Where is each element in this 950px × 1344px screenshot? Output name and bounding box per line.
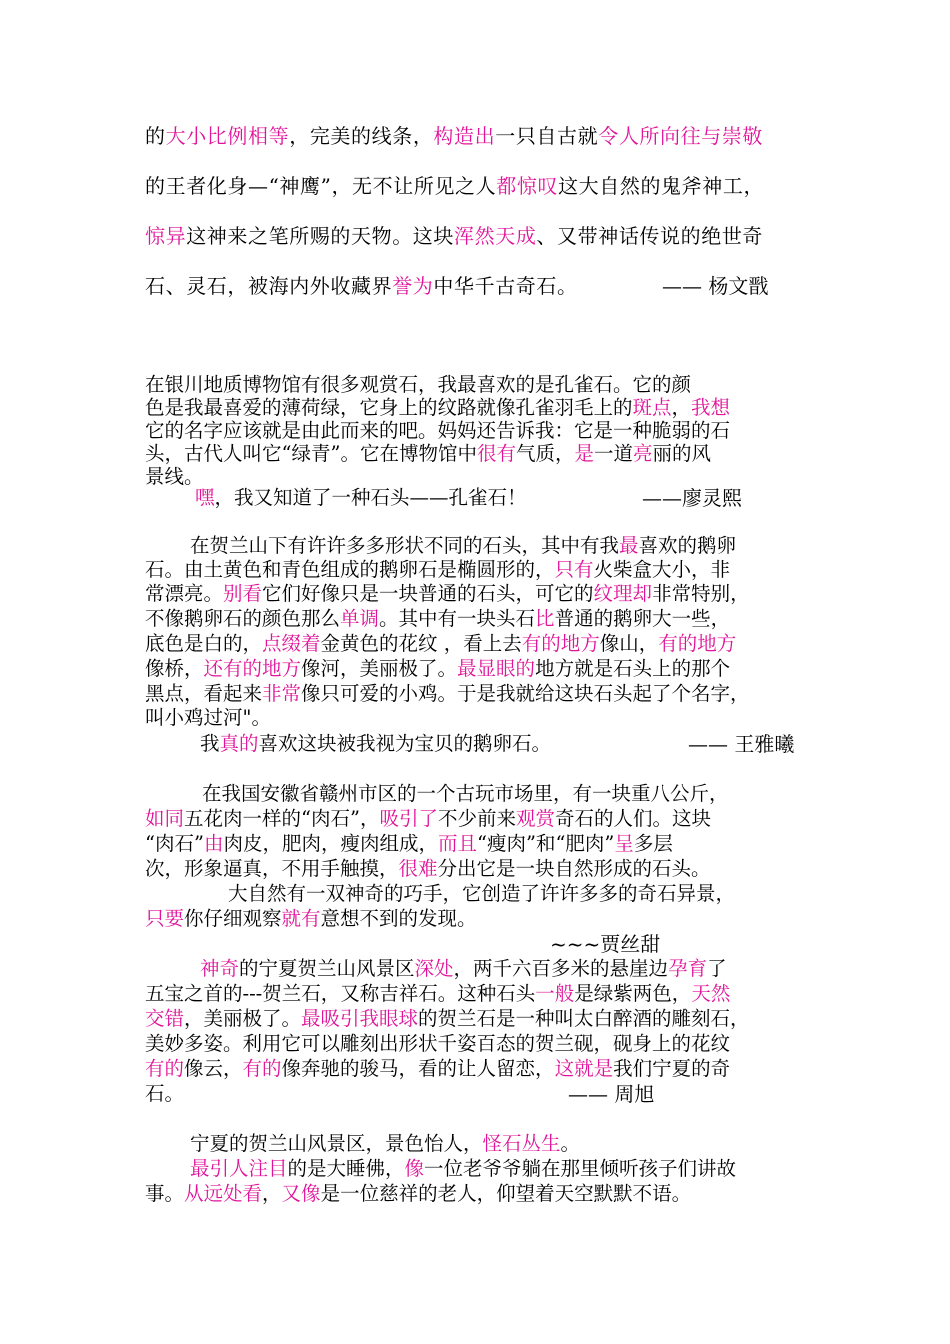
text-segment: 中华千古奇石。 — [433, 274, 578, 298]
author-signature: ——廖灵熙 — [642, 486, 742, 510]
paragraph-line — [145, 442, 711, 466]
highlighted-phrase: 亮 — [633, 442, 653, 465]
text-segment: “瘦肉”和“肥肉” — [477, 832, 615, 855]
author-signature: ~~~贾丝甜 — [550, 932, 661, 956]
paragraph-line — [145, 1182, 691, 1206]
text-segment: 景线。 — [145, 465, 204, 488]
text-segment: 的宁夏贺兰山风景区 — [239, 957, 415, 980]
highlighted-phrase: 最 — [619, 534, 639, 557]
highlighted-phrase: 都惊叹 — [496, 174, 559, 198]
highlighted-phrase: 只要 — [145, 907, 185, 930]
text-segment: “肉石” — [145, 832, 204, 855]
paragraph-line — [145, 558, 730, 582]
highlighted-phrase: 只有 — [554, 558, 594, 581]
text-segment: 喜欢这块被我视为宝贝的鹅卵石。 — [258, 732, 552, 755]
text-segment: 黑点，看起来 — [145, 682, 263, 705]
text-segment: 不像鹅卵石的颜色那么 — [145, 607, 341, 630]
paragraph-line — [145, 419, 730, 443]
text-segment: 一道 — [594, 442, 634, 465]
text-segment: 肉皮，肥肉，瘦肉组成， — [223, 832, 438, 855]
highlighted-phrase: 还有的地方 — [203, 657, 302, 680]
text-segment: 金黄色的花纹 ，看上去 — [320, 632, 522, 655]
text-segment: ，完美的线条， — [289, 124, 434, 148]
text-segment: 多层 — [633, 832, 673, 855]
text-segment: 、又带神话传说的绝世奇 — [536, 224, 764, 248]
highlighted-phrase: 构造出 — [433, 124, 496, 148]
text-segment: 石、灵石，被海内外收藏界 — [145, 274, 393, 298]
text-segment: 的王者化身—“神鹰”，无不让所见之人 — [145, 174, 497, 198]
paragraph-line — [195, 486, 527, 510]
highlighted-phrase: 最显眼的 — [457, 657, 536, 680]
highlighted-phrase: 点缀着 — [262, 632, 321, 655]
text-segment: 火柴盒大小，非 — [593, 558, 731, 581]
text-segment: 的是大睡佛， — [287, 1157, 405, 1180]
highlighted-phrase: 浑然天成 — [454, 224, 537, 248]
text-segment: 在银川地质博物馆有很多观赏石，我最喜欢的是孔雀石。它的颜 — [145, 373, 692, 396]
paragraph-line — [145, 124, 763, 148]
highlighted-phrase: 观赏 — [516, 807, 556, 830]
text-segment: 普通的鹅卵大一些， — [554, 607, 731, 630]
highlighted-phrase: 令人所向往与崇敬 — [598, 124, 764, 148]
text-segment: ，美丽极了。 — [184, 1007, 302, 1030]
text-segment: 非常特别， — [652, 582, 750, 605]
text-segment: ，两千六百多米的悬崖边 — [453, 957, 669, 980]
text-segment: 的 — [145, 124, 166, 148]
text-segment: ， — [671, 396, 692, 419]
text-segment: 常漂亮。 — [145, 582, 224, 605]
text-segment: 像山， — [599, 632, 659, 655]
highlighted-phrase: 有的地方 — [521, 632, 600, 655]
text-segment: 色是我最喜爱的薄荷绿，它身上的纹路就像孔雀羽毛上的 — [145, 396, 633, 419]
text-segment: 你仔细观察 — [184, 907, 282, 930]
paragraph-line — [145, 174, 764, 198]
highlighted-phrase: 大小比例相等 — [165, 124, 290, 148]
highlighted-phrase: 从远处看 — [184, 1182, 263, 1205]
text-segment: 叫小鸡过河"。 — [145, 706, 271, 729]
text-segment: 石。 — [145, 1082, 185, 1105]
text-segment: 喜欢的鹅卵 — [638, 534, 737, 557]
highlighted-phrase: 神奇 — [200, 957, 240, 980]
text-segment: 。其中有一块头石 — [379, 607, 536, 630]
highlighted-phrase: 别看 — [223, 582, 263, 605]
highlighted-phrase: 有的地方 — [658, 632, 737, 655]
text-segment: 像云， — [184, 1057, 243, 1080]
paragraph-line — [145, 224, 763, 248]
text-segment: 是一位慈祥的老人，仰望着天空默默不语。 — [320, 1182, 692, 1205]
text-segment: 大自然有一双神奇的巧手，它创造了许许多多的奇石异景， — [228, 882, 736, 905]
author-signature: —— 周旭 — [568, 1082, 655, 1106]
text-segment: 宁夏的贺兰山风景区，景色怡人， — [190, 1132, 483, 1155]
highlighted-phrase: 而且 — [437, 832, 477, 855]
paragraph-line — [145, 807, 711, 831]
highlighted-phrase: 惊异 — [145, 224, 187, 248]
text-segment: 我 — [200, 732, 220, 755]
paragraph-line — [145, 396, 730, 420]
highlighted-phrase: 如同 — [145, 807, 185, 830]
text-segment: 像桥， — [145, 657, 204, 680]
text-segment: 在贺兰山下有许许多多形状不同的石头，其中有我 — [190, 534, 620, 557]
paragraph-line — [145, 1032, 730, 1056]
highlighted-phrase: 这就是 — [554, 1057, 614, 1080]
paragraph-line — [228, 882, 735, 906]
paragraph-line — [190, 1157, 736, 1181]
text-segment: 是绿紫两色， — [574, 982, 692, 1005]
text-segment: 石。由土黄色和青色组成的鹅卵石是椭圆形的， — [145, 558, 555, 581]
text-segment: 像河，美丽极了。 — [301, 657, 458, 680]
text-segment: 它的名字应该就是由此而来的吧。妈妈还告诉我：它是一种脆弱的石 — [145, 419, 731, 442]
paragraph-line — [145, 582, 750, 606]
text-segment: 奇石的人们。这块 — [555, 807, 712, 830]
text-segment: 一只自古就 — [495, 124, 599, 148]
highlighted-phrase: 孕育 — [668, 957, 708, 980]
text-segment: 它们好像只是一块普通的石头，可它的 — [262, 582, 594, 605]
paragraph-line — [145, 1007, 750, 1031]
paragraph-line — [145, 1082, 184, 1106]
text-segment: 这大自然的鬼斧神工， — [558, 174, 765, 198]
paragraph-line — [190, 534, 736, 558]
paragraph-line — [145, 706, 271, 730]
highlighted-phrase: 比 — [535, 607, 555, 630]
highlighted-phrase: 怪石丛生 — [482, 1132, 561, 1155]
highlighted-phrase: 吸引了 — [379, 807, 438, 830]
highlighted-phrase: 我想 — [691, 396, 731, 419]
text-segment: 不少前来 — [437, 807, 516, 830]
author-signature: —— 杨文戬 — [662, 274, 769, 298]
highlighted-phrase: 像 — [404, 1157, 425, 1180]
text-segment: 次，形象逼真，不用手触摸， — [145, 857, 399, 880]
paragraph-line — [145, 373, 691, 397]
paragraph-line — [145, 607, 730, 631]
paragraph-line — [145, 982, 730, 1006]
text-segment: 美妙多姿。利用它可以雕刻出形状千姿百态的贺兰砚，砚身上的花纹 — [145, 1032, 731, 1055]
highlighted-phrase: 交错 — [145, 1007, 185, 1030]
text-segment: 地方就是石头上的那个 — [535, 657, 731, 680]
text-segment: 气质， — [515, 442, 575, 465]
highlighted-phrase: 最吸引我眼球 — [301, 1007, 419, 1030]
highlighted-phrase: 最引人注目 — [190, 1157, 288, 1180]
text-segment: 我们宁夏的奇 — [613, 1057, 731, 1080]
highlighted-phrase: 呈 — [614, 832, 634, 855]
highlighted-phrase: 纹理却 — [593, 582, 653, 605]
paragraph-line — [190, 1132, 580, 1156]
paragraph-line — [145, 857, 711, 881]
text-segment: 分出它是一块自然形成的石头。 — [437, 857, 711, 880]
highlighted-phrase: 嘿 — [195, 486, 215, 509]
highlighted-phrase: 一般 — [535, 982, 575, 1005]
paragraph-line — [200, 957, 727, 981]
highlighted-phrase: 就有 — [281, 907, 321, 930]
highlighted-phrase: 又像 — [281, 1182, 321, 1205]
text-segment: 这神来之笔所赐的天物。这块 — [186, 224, 455, 248]
text-segment: 意想不到的发现。 — [320, 907, 477, 930]
paragraph-line — [145, 274, 578, 298]
text-segment: 头，古代人叫它“绿青”。它在博物馆中 — [145, 442, 477, 465]
paragraph-line — [145, 907, 477, 931]
text-segment: 在我国安徽省赣州市区的一个古玩市场里，有一块重八公斤， — [202, 782, 729, 805]
paragraph-line — [145, 657, 730, 681]
paragraph-line — [145, 682, 750, 706]
highlighted-phrase: 斑点 — [632, 396, 672, 419]
text-segment: 五宝之首的---贺兰石，又称吉祥石。这种石头 — [145, 982, 536, 1005]
highlighted-phrase: 有的 — [145, 1057, 185, 1080]
highlighted-phrase: 有的 — [242, 1057, 282, 1080]
highlighted-phrase: 天然 — [691, 982, 731, 1005]
highlighted-phrase: 单调 — [340, 607, 380, 630]
highlighted-phrase: 誉为 — [392, 274, 434, 298]
paragraph-line — [145, 1057, 730, 1081]
text-segment: 像只可爱的小鸡。于是我就给这块石头起了个名字， — [301, 682, 750, 705]
highlighted-phrase: 是 — [574, 442, 594, 465]
text-segment: ，我又知道了一种石头——孔雀石！ — [214, 486, 527, 509]
highlighted-phrase: 很难 — [398, 857, 438, 880]
text-segment: 的贺兰石是一种叫太白醉酒的雕刻石， — [418, 1007, 750, 1030]
paragraph-line — [202, 782, 729, 806]
text-segment: 像奔驰的骏马，看的让人留恋， — [281, 1057, 555, 1080]
author-signature: —— 王雅曦 — [688, 732, 795, 756]
paragraph-line — [200, 732, 551, 756]
text-segment: ， — [262, 1182, 282, 1205]
highlighted-phrase: 很有 — [476, 442, 516, 465]
paragraph-line — [145, 832, 673, 856]
paragraph-line — [145, 632, 736, 656]
highlighted-phrase: 由 — [203, 832, 224, 855]
text-segment: 丽的风 — [652, 442, 712, 465]
text-segment: 。 — [560, 1132, 581, 1155]
text-segment: 一位老爷爷躺在那里倾听孩子们讲故 — [424, 1157, 737, 1180]
text-segment: 底色是白的， — [145, 632, 263, 655]
highlighted-phrase: 非常 — [262, 682, 302, 705]
highlighted-phrase: 深处 — [414, 957, 454, 980]
highlighted-phrase: 真的 — [219, 732, 259, 755]
text-segment: 事。 — [145, 1182, 185, 1205]
text-segment: 了 — [707, 957, 727, 980]
text-segment: 五花肉一样的“肉石”， — [184, 807, 380, 830]
